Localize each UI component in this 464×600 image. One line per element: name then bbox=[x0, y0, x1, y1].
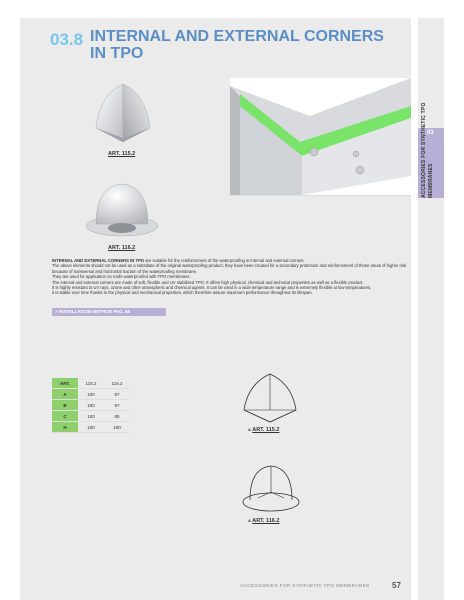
table-cell: 100 bbox=[78, 400, 104, 411]
table-cell: 100 bbox=[78, 422, 104, 433]
table-cell: A bbox=[52, 389, 78, 400]
description-p2: The above elements should not be used as a substitute of the original waterproofing product, they have been created for a secondary protection and reinforcement of those areas of higher risk because of transversal and horizontal traction of the waterproofing membrane. bbox=[52, 263, 407, 274]
table-header: 116.2 bbox=[104, 378, 130, 389]
product-label-115-2: ART. 115.2 bbox=[108, 151, 136, 157]
table-header: ART. bbox=[52, 378, 78, 389]
table-cell: 97 bbox=[104, 389, 130, 400]
drawing-art: ART. 115.2 bbox=[252, 427, 280, 433]
table-cell: 85 bbox=[104, 411, 130, 422]
table-header-row bbox=[52, 378, 130, 389]
drawing-label-116-2 bbox=[248, 518, 279, 524]
table-cell: 100 bbox=[78, 411, 104, 422]
installation-render-graphic bbox=[230, 78, 411, 195]
product-label-116-2: ART. 116.2 bbox=[108, 245, 136, 251]
section-number: 03.8 bbox=[50, 30, 84, 49]
table-cell: 97 bbox=[104, 400, 130, 411]
table-cell: 100 bbox=[78, 389, 104, 400]
table-header: 115.2 bbox=[78, 378, 104, 389]
drawing-label-115-2 bbox=[248, 427, 279, 433]
description-p1: are suitable for the reinforcement of the waterproofing in internal and external corners. bbox=[144, 258, 305, 263]
table-cell: B bbox=[52, 400, 78, 411]
drawing-letter: A bbox=[248, 518, 251, 523]
table-row bbox=[52, 422, 130, 433]
drawing-116-2 bbox=[240, 462, 302, 514]
table-row bbox=[52, 411, 130, 422]
drawing-115-2 bbox=[240, 370, 300, 425]
drawing-letter: A bbox=[248, 427, 251, 432]
page-number: 57 bbox=[392, 581, 401, 590]
description-text bbox=[52, 258, 408, 296]
table-cell: 100 bbox=[104, 422, 130, 433]
table-row bbox=[52, 389, 130, 400]
sidebar-section-text: ACCESSORIES FOR SYNTHETIC TPO MEMBRANES bbox=[421, 102, 434, 198]
dimensions-table bbox=[52, 378, 130, 433]
sidebar-tab-number: 03 bbox=[427, 130, 434, 136]
page-title: INTERNAL AND EXTERNAL CORNERS IN TPO bbox=[90, 28, 384, 62]
table-row bbox=[52, 400, 130, 411]
description-lead: INTERNAL AND EXTERNAL CORNERS IN TPO bbox=[52, 258, 145, 263]
table-cell: C bbox=[52, 411, 78, 422]
description-p6: it is stable over time thanks to the physical and mechanical properties, which therefore assure maximum performance throughout its lifespan. bbox=[52, 290, 313, 296]
description-p3: They are used for application on roofs waterproofed with TPO membranes. bbox=[52, 274, 191, 280]
table-cell: H bbox=[52, 422, 78, 433]
product-image-115-2 bbox=[88, 80, 158, 150]
description-p4: The Internal and external corners are made of soft, flexible and UV stabilized TPO. It offers high physical, chemical and technical properties as well as a flexible product. bbox=[52, 279, 364, 285]
sidebar bbox=[418, 18, 444, 600]
installation-render bbox=[230, 78, 411, 196]
footer-text: ACCESSORIES FOR SYNTHETIC TPO MEMBRANES bbox=[240, 584, 370, 589]
installation-method-link[interactable]: > INSTALLATION METHOD PAG. 65 bbox=[52, 308, 166, 316]
product-image-116-2 bbox=[84, 178, 160, 240]
description-p5: It is highly resistant to UV rays, ozone and other atmospheric and chemical agents. It can be used in a wide temperature range and is extremely flexible at low temperatures, bbox=[52, 285, 372, 291]
drawing-art: ART. 116.2 bbox=[252, 518, 280, 524]
